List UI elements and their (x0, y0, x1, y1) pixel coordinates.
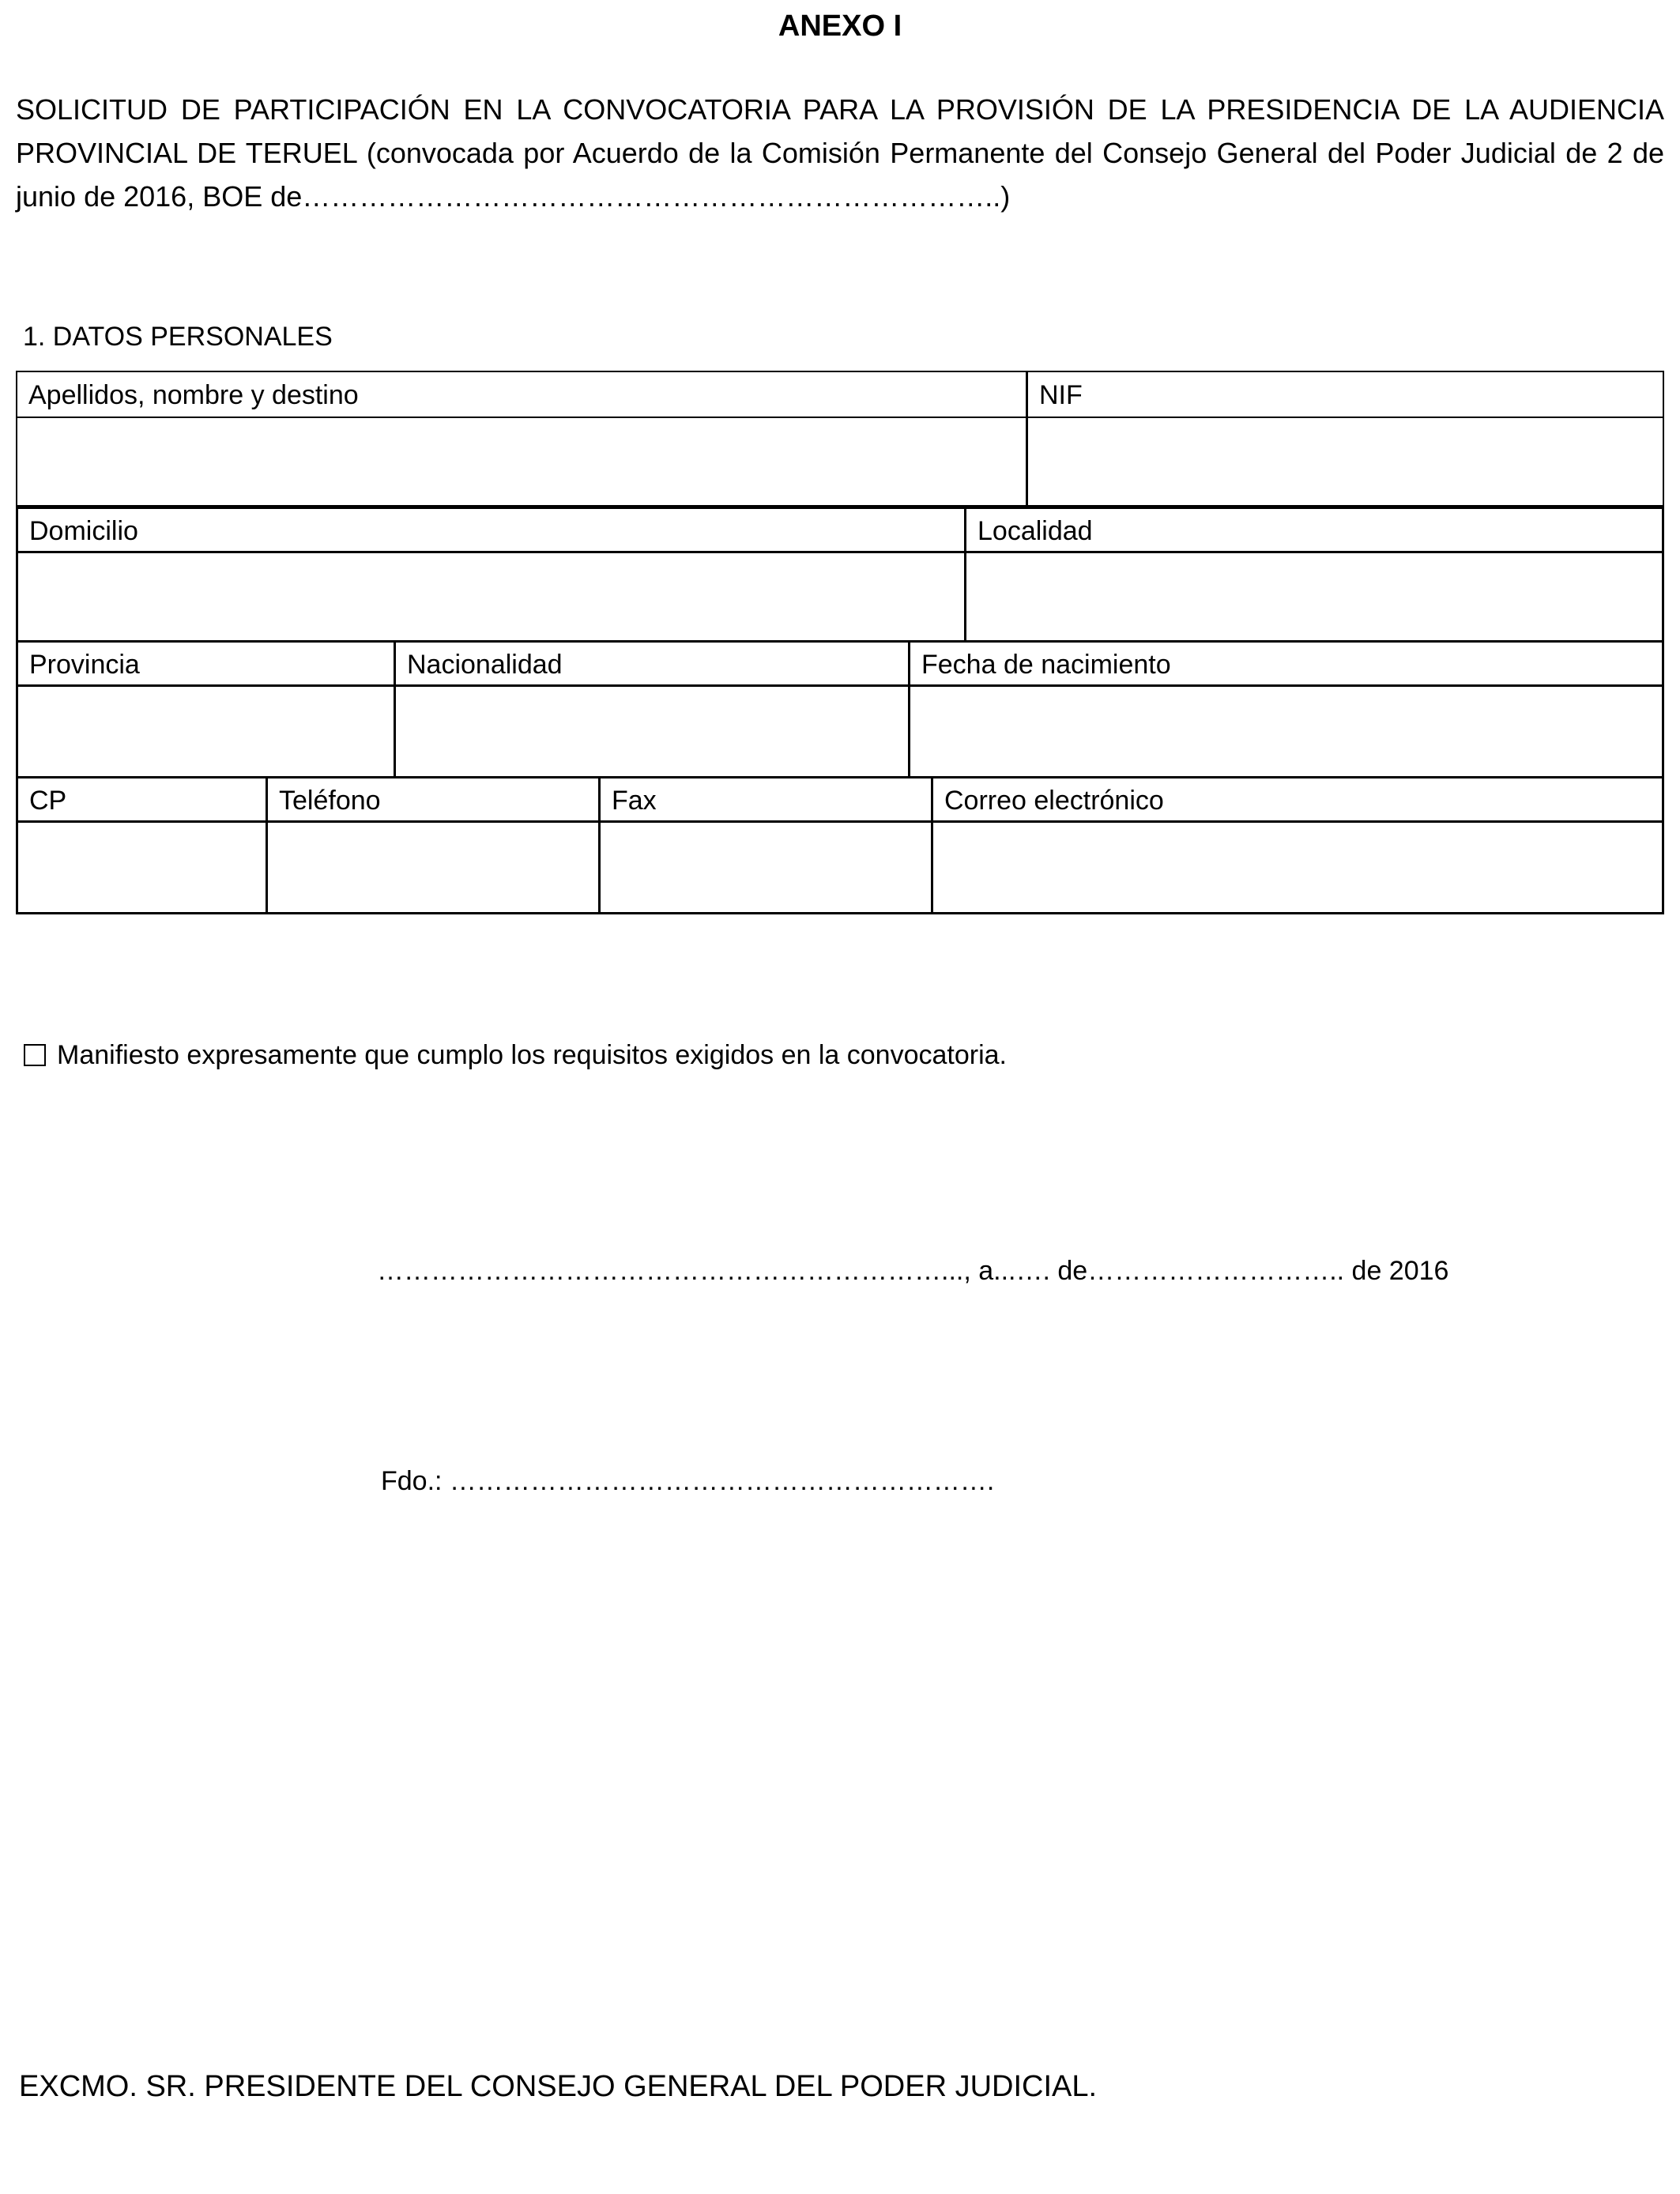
correo-field[interactable] (933, 823, 1662, 912)
signature-line: Fdo.: ……………………………………………………. (381, 1466, 995, 1496)
provincia-cell (18, 643, 396, 776)
intro-rest-text: (convocada por Acuerdo de la Comisión Permanente del Consejo General del Poder Judicial de 2 de junio de 2016, BOE de………………………………………………………………..) (16, 137, 1665, 213)
domicilio-label: Domicilio (18, 509, 964, 553)
nif-label: NIF (1028, 372, 1663, 418)
fecha-nacimiento-label: Fecha de nacimiento (910, 643, 1662, 687)
telefono-label: Teléfono (268, 778, 598, 823)
declaration-text: Manifiesto expresamente que cumplo los requisitos exigidos en la convocatoria. (57, 1040, 1007, 1070)
document-title: ANEXO I (778, 9, 902, 43)
nacionalidad-label: Nacionalidad (396, 643, 908, 687)
cp-field[interactable] (18, 823, 266, 912)
correo-cell (933, 778, 1662, 912)
telefono-cell (268, 778, 601, 912)
name-destination-field[interactable] (17, 418, 1026, 505)
provincia-label: Provincia (18, 643, 394, 687)
domicilio-field[interactable] (18, 553, 964, 640)
form-row-name-nif (16, 371, 1664, 507)
form-row-province-nationality-birthdate (16, 643, 1664, 778)
form-row-contact (16, 778, 1664, 914)
nif-field[interactable] (1028, 418, 1663, 505)
fecha-nacimiento-cell (910, 643, 1662, 776)
fax-field[interactable] (601, 823, 931, 912)
telefono-field[interactable] (268, 823, 598, 912)
fecha-nacimiento-field[interactable] (910, 687, 1662, 776)
nacionalidad-cell (396, 643, 910, 776)
nacionalidad-field[interactable] (396, 687, 908, 776)
form-row-address-locality (16, 507, 1664, 643)
declaration-line (24, 1038, 1007, 1072)
localidad-label: Localidad (966, 509, 1662, 553)
fax-cell (601, 778, 933, 912)
declaration-checkbox[interactable] (24, 1044, 46, 1066)
section-personal-data-label: 1. DATOS PERSONALES (23, 322, 333, 352)
localidad-field[interactable] (966, 553, 1662, 640)
place-date-line: ………………………………………………………..., a...…. de……………………….. de 2016 (377, 1256, 1449, 1286)
fax-label: Fax (601, 778, 931, 823)
name-destination-cell (17, 372, 1028, 505)
intro-caps-text: SOLICITUD DE PARTICIPACIÓN EN LA CONVOCATORIA PARA LA PROVISIÓN DE LA PRESIDENCIA DE LA AUDIENCIA PROVINCIAL DE TERUEL (16, 93, 1664, 169)
provincia-field[interactable] (18, 687, 394, 776)
nif-cell (1028, 372, 1663, 505)
name-destination-label: Apellidos, nombre y destino (17, 372, 1026, 418)
correo-label: Correo electrónico (933, 778, 1662, 823)
cp-cell (18, 778, 268, 912)
document-intro (16, 88, 1664, 218)
localidad-cell (966, 509, 1662, 640)
domicilio-cell (18, 509, 966, 640)
cp-label: CP (18, 778, 266, 823)
addressee-line: EXCMO. SR. PRESIDENTE DEL CONSEJO GENERAL DEL PODER JUDICIAL. (19, 2070, 1098, 2103)
